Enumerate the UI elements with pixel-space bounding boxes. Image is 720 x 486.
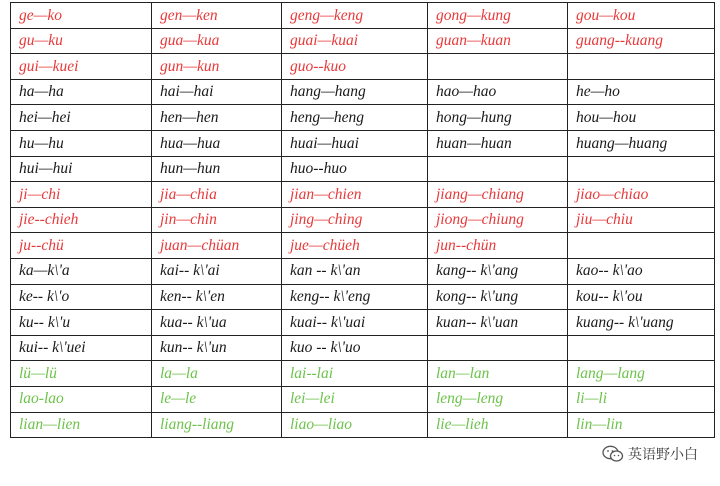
table-cell: lei—lei <box>282 386 428 412</box>
table-cell <box>428 156 568 182</box>
table-cell: heng—heng <box>282 105 428 131</box>
table-cell: hang—hang <box>282 79 428 105</box>
table-cell: hong—hung <box>428 105 568 131</box>
table-cell: huang—huang <box>568 130 715 156</box>
table-cell: lai--lai <box>282 361 428 387</box>
table-cell: kuai-- k\'uai <box>282 310 428 336</box>
table-cell: kua-- k\'ua <box>152 310 282 336</box>
table-cell: lin—lin <box>568 412 715 438</box>
table-cell: leng—leng <box>428 386 568 412</box>
table-row <box>11 3 715 29</box>
table-cell: ku-- k\'u <box>11 310 152 336</box>
table-cell: hen—hen <box>152 105 282 131</box>
table-row <box>11 335 715 361</box>
table-cell: gun—kun <box>152 54 282 80</box>
table-cell: gui—kuei <box>11 54 152 80</box>
table-cell: guang--kuang <box>568 28 715 54</box>
table-cell: li—li <box>568 386 715 412</box>
table-cell <box>428 335 568 361</box>
table-cell: kao-- k\'ao <box>568 258 715 284</box>
table-row <box>11 207 715 233</box>
table-row <box>11 233 715 259</box>
table-cell: guai—kuai <box>282 28 428 54</box>
table-cell: ken-- k\'en <box>152 284 282 310</box>
table-cell: kuo -- k\'uo <box>282 335 428 361</box>
table-row <box>11 361 715 387</box>
watermark-text: 英语野小白 <box>628 447 698 463</box>
table-row <box>11 130 715 156</box>
table-cell: hou—hou <box>568 105 715 131</box>
table-cell: lan—lan <box>428 361 568 387</box>
table-cell: kui-- k\'uei <box>11 335 152 361</box>
table-row <box>11 258 715 284</box>
table-cell: jun--chün <box>428 233 568 259</box>
table-cell: jiong—chiung <box>428 207 568 233</box>
table-row <box>11 284 715 310</box>
table-cell: jia—chia <box>152 182 282 208</box>
table-cell: kong-- k\'ung <box>428 284 568 310</box>
table-cell: ju--chü <box>11 233 152 259</box>
table-cell: lian—lien <box>11 412 152 438</box>
wechat-icon <box>602 445 624 463</box>
table-cell: ke-- k\'o <box>11 284 152 310</box>
table-cell <box>428 54 568 80</box>
table-cell: lie—lieh <box>428 412 568 438</box>
table-cell: kuan-- k\'uan <box>428 310 568 336</box>
table-cell: liang--liang <box>152 412 282 438</box>
table-row <box>11 156 715 182</box>
table-cell: huai—huai <box>282 130 428 156</box>
table-cell: huo--huo <box>282 156 428 182</box>
table-cell: lang—lang <box>568 361 715 387</box>
table-cell: gou—kou <box>568 3 715 29</box>
table-row <box>11 386 715 412</box>
table-cell: jie--chieh <box>11 207 152 233</box>
table-cell: gua—kua <box>152 28 282 54</box>
table-cell: hun—hun <box>152 156 282 182</box>
table-cell: guan—kuan <box>428 28 568 54</box>
table-cell: hao—hao <box>428 79 568 105</box>
table-cell: jing—ching <box>282 207 428 233</box>
table-cell: hei—hei <box>11 105 152 131</box>
table-cell: jin—chin <box>152 207 282 233</box>
table-row <box>11 105 715 131</box>
table-cell: jue—chüeh <box>282 233 428 259</box>
table-cell <box>568 54 715 80</box>
table-row <box>11 54 715 80</box>
table-cell: kun-- k\'un <box>152 335 282 361</box>
table-row <box>11 412 715 438</box>
table-cell: jiu—chiu <box>568 207 715 233</box>
table-cell: juan—chüan <box>152 233 282 259</box>
table-cell: kang-- k\'ang <box>428 258 568 284</box>
table-cell: hai—hai <box>152 79 282 105</box>
table-row <box>11 28 715 54</box>
table-cell: keng-- k\'eng <box>282 284 428 310</box>
table-cell: ge—ko <box>11 3 152 29</box>
table-cell: gu—ku <box>11 28 152 54</box>
table-cell: kan -- k\'an <box>282 258 428 284</box>
table-cell: la—la <box>152 361 282 387</box>
table-row <box>11 79 715 105</box>
table-cell: hua—hua <box>152 130 282 156</box>
pinyin-wade-giles-table <box>10 2 715 438</box>
table-cell: le—le <box>152 386 282 412</box>
table-cell <box>568 233 715 259</box>
table-cell: kuang-- k\'uang <box>568 310 715 336</box>
table-cell: liao—liao <box>282 412 428 438</box>
table-cell: gong—kung <box>428 3 568 29</box>
table-cell: jian—chien <box>282 182 428 208</box>
table-cell: jiao—chiao <box>568 182 715 208</box>
table-cell: he—ho <box>568 79 715 105</box>
table-cell <box>568 335 715 361</box>
table-row <box>11 182 715 208</box>
watermark <box>602 444 698 464</box>
table-row <box>11 310 715 336</box>
table-cell: gen—ken <box>152 3 282 29</box>
table-cell: jiang—chiang <box>428 182 568 208</box>
table-cell: geng—keng <box>282 3 428 29</box>
table-cell <box>568 156 715 182</box>
table-cell: ha—ha <box>11 79 152 105</box>
table-cell: huan—huan <box>428 130 568 156</box>
table-cell: kai-- k\'ai <box>152 258 282 284</box>
table-cell: hui—hui <box>11 156 152 182</box>
table-cell: hu—hu <box>11 130 152 156</box>
table-cell: ka—k\'a <box>11 258 152 284</box>
table-cell: kou-- k\'ou <box>568 284 715 310</box>
table-cell: lü—lü <box>11 361 152 387</box>
table-cell: ji—chi <box>11 182 152 208</box>
table-cell: guo--kuo <box>282 54 428 80</box>
table-cell: lao-lao <box>11 386 152 412</box>
